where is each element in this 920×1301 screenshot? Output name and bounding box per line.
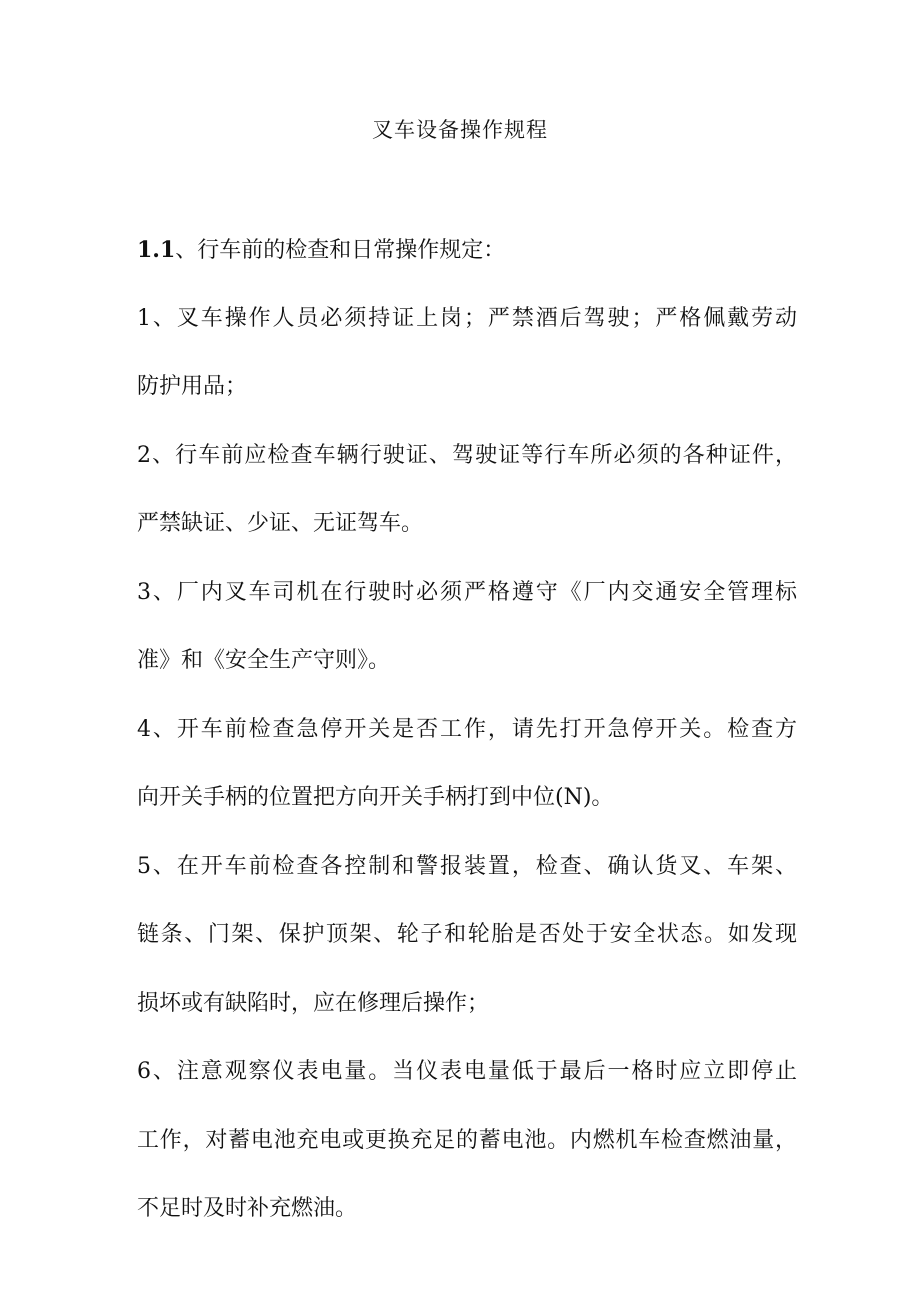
paragraph-line: 防护用品；: [137, 374, 248, 399]
paragraph-line: 严禁缺证、少证、无证驾车。: [137, 511, 424, 536]
paragraph-line: 4、开车前检查急停开关是否工作，请先打开急停开关。检查方: [137, 716, 797, 742]
paragraph-line: 不足时及时补充燃油。: [137, 1196, 358, 1221]
section-title: 、行车前的检查和日常操作规定：: [175, 238, 506, 263]
document-body: [137, 230, 797, 1258]
paragraph-line: 2、行车前应检查车辆行驶证、驾驶证等行车所必须的各种证件，: [137, 442, 797, 468]
section-number: 1.1: [137, 237, 176, 263]
paragraph-line: 准》和《安全生产守则》。: [137, 648, 391, 673]
paragraph-line: 工作，对蓄电池充电或更换充足的蓄电池。内燃机车检查燃油量，: [137, 1127, 797, 1153]
section-heading: [137, 230, 797, 299]
document-title: 叉车设备操作规程: [372, 118, 548, 142]
paragraph-line: 1、叉车操作人员必须持证上岗；严禁酒后驾驶；严格佩戴劳动: [137, 305, 797, 331]
paragraph-line: 5、在开车前检查各控制和警报装置，检查、确认货叉、车架、: [137, 853, 797, 879]
paragraph-line: 向开关手柄的位置把方向开关手柄打到中位(N)。: [137, 785, 614, 810]
paragraph-line: 6、注意观察仪表电量。当仪表电量低于最后一格时应立即停止: [137, 1059, 797, 1084]
paragraph-line: 链条、门架、保护顶架、轮子和轮胎是否处于安全状态。如发现: [137, 922, 797, 947]
paragraph-line: 损坏或有缺陷时，应在修理后操作；: [137, 990, 490, 1016]
paragraph-line: 3、厂内叉车司机在行驶时必须严格遵守《厂内交通安全管理标: [137, 579, 797, 605]
